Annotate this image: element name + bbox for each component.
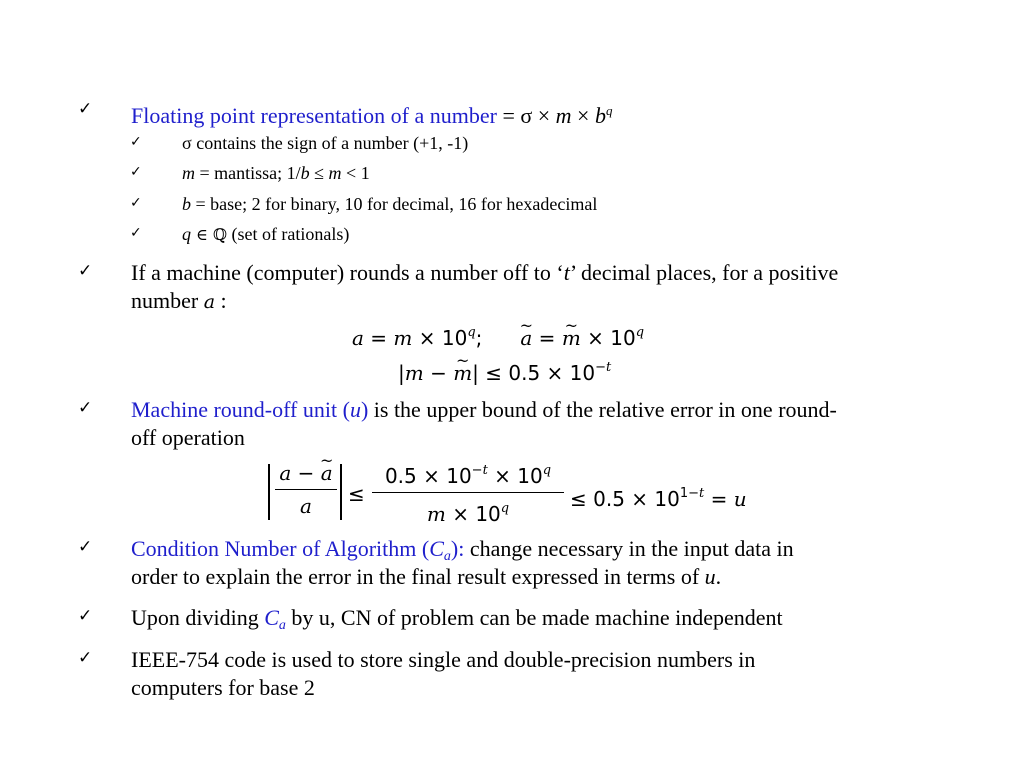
bullet-condition-line1: Condition Number of Algorithm $(C_a)$: change necessary in the input data in <box>131 536 794 564</box>
bullet-lead: Floating point representation of a number <box>131 103 497 128</box>
abs-bar-left <box>268 464 270 520</box>
sub-bullet-base: b = base; 2 for binary, 10 for decimal, 16 for hexadecimal <box>182 194 598 214</box>
check-icon: ✓ <box>78 606 93 626</box>
bullet-roundoff-line2: off operation <box>131 425 245 450</box>
bullet-roundoff-line1: Machine round-off unit (u) is the upper bound of the relative error in one round- <box>131 397 837 422</box>
bullet-rounding-line2: number a : <box>131 288 227 313</box>
bullet-ieee-line2: computers for base 2 <box>131 675 315 700</box>
check-icon: ✓ <box>130 134 142 150</box>
fraction-relative-error: a − ~ a a <box>275 460 337 519</box>
bullet-machine-independent: Upon dividing $C_a$ by u, CN of problem can be made machine independent <box>131 605 783 633</box>
check-icon: ✓ <box>78 99 93 119</box>
equation-tail: ≤ $0.5 \times 10^{1-t} = u$ <box>570 486 747 511</box>
check-icon: ✓ <box>130 225 142 241</box>
check-icon: ✓ <box>78 398 93 418</box>
check-icon: ✓ <box>78 537 93 557</box>
sub-bullet-sign: σ contains the sign of a number (+1, -1) <box>182 133 469 153</box>
bullet-condition-line2: order to explain the error in the final result expressed in terms of u. <box>131 564 722 589</box>
le-sign: ≤ <box>348 482 365 506</box>
check-icon: ✓ <box>78 648 93 668</box>
bullet-ieee-line1: IEEE-754 code is used to store single and double-precision numbers in <box>131 647 756 672</box>
check-icon: ✓ <box>78 261 93 281</box>
bullet-floating-point: Floating point representation of a number = $\sigma \times m \times b^q$ <box>131 103 613 128</box>
bullet-rounding-line1: If a machine (computer) rounds a number off to ‘t’ decimal places, for a positive <box>131 260 839 285</box>
sub-bullet-rationals: q ∈ ℚ (set of rationals) <box>182 224 350 244</box>
check-icon: ✓ <box>130 164 142 180</box>
sub-bullet-mantissa: m = mantissa; 1/b ≤ m < 1 <box>182 163 370 183</box>
equation-bound: |m − ~ $m| \le 0.5 \times 10^{-t}$ <box>398 355 611 386</box>
check-icon: ✓ <box>130 195 142 211</box>
abs-bar-right <box>340 464 342 520</box>
equation-representation: $a = m \times 10^q;\sim$ a = ~ $m \times 10^q$ <box>352 320 644 351</box>
fraction-roundoff: $0.5 \times 10^{-t} \times 10^q$ $m \times 10^q$ <box>372 458 564 527</box>
